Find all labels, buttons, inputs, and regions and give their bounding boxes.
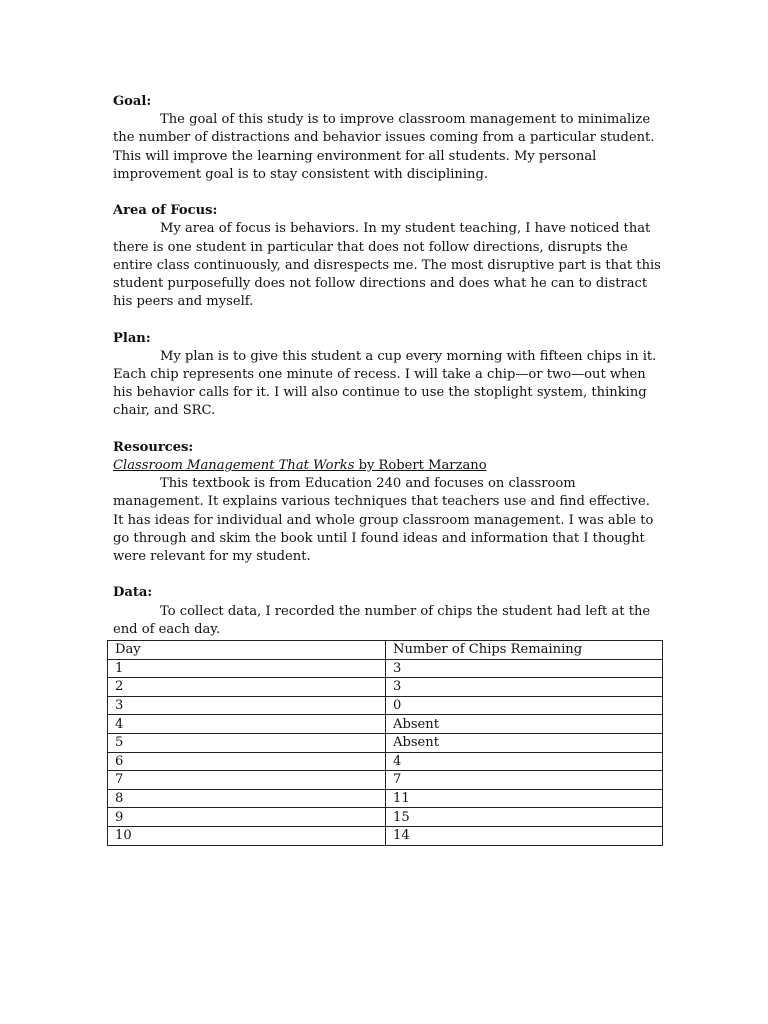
table-cell-chips: 3 xyxy=(386,678,663,697)
table-cell-chips: 7 xyxy=(386,771,663,790)
table-cell-day: 5 xyxy=(108,733,386,752)
table-row xyxy=(108,659,663,678)
table-cell-chips: Absent xyxy=(386,715,663,734)
table-cell-chips: 11 xyxy=(386,789,663,808)
goal-paragraph: The goal of this study is to improve classroom management to minimalize the number of distractions and behavior issues coming from a particular student. This will improve the learning environment for all students. My personal improvement goal is to stay consistent with disciplining. xyxy=(113,112,655,182)
book-author: by Robert Marzano xyxy=(354,458,487,474)
focus-section xyxy=(113,202,663,311)
table-row xyxy=(108,678,663,697)
table-header-row xyxy=(108,641,663,660)
table-cell-chips: 3 xyxy=(386,659,663,678)
table-cell-day: 6 xyxy=(108,752,386,771)
table-cell-chips: 14 xyxy=(386,826,663,845)
table-header-chips: Number of Chips Remaining xyxy=(386,641,663,660)
table-cell-chips: 15 xyxy=(386,808,663,827)
data-heading: Data: xyxy=(113,585,153,601)
chips-table xyxy=(107,640,663,846)
table-cell-day: 7 xyxy=(108,771,386,790)
table-cell-day: 4 xyxy=(108,715,386,734)
document-page xyxy=(113,93,663,639)
table-row xyxy=(108,808,663,827)
table-row xyxy=(108,733,663,752)
book-citation xyxy=(113,457,663,475)
table-row xyxy=(108,715,663,734)
table-header-day: Day xyxy=(108,641,386,660)
table-cell-chips: Absent xyxy=(386,733,663,752)
table-cell-day: 1 xyxy=(108,659,386,678)
data-section xyxy=(113,584,663,639)
table-cell-day: 3 xyxy=(108,696,386,715)
plan-heading: Plan: xyxy=(113,330,151,346)
book-title: Classroom Management That Works xyxy=(113,458,355,474)
goal-heading: Goal: xyxy=(113,94,152,109)
goal-section xyxy=(113,93,663,184)
plan-paragraph: My plan is to give this student a cup every morning with fifteen chips in it. Each chip represents one minute of recess. I will take a chip—or two—out when his behavior calls for it. I will also continue to use the stoplight system, thinking chair, and SRC. xyxy=(113,348,657,419)
focus-heading: Area of Focus: xyxy=(113,203,218,219)
table-row xyxy=(108,789,663,808)
resources-section xyxy=(113,439,663,566)
data-paragraph: To collect data, I recorded the number of chips the student had left at the end of each day. xyxy=(113,603,651,637)
resources-heading: Resources: xyxy=(113,439,194,455)
table-cell-chips: 4 xyxy=(386,752,663,771)
table-row xyxy=(108,696,663,715)
table-cell-chips: 0 xyxy=(386,696,663,715)
plan-section xyxy=(113,330,663,421)
resources-paragraph: This textbook is from Education 240 and focuses on classroom management. It explains various techniques that teachers use and find effective. It has ideas for individual and whole group classroom management. I was able to go through and skim the book until I found ideas and information that I thought were relevant for my student. xyxy=(113,476,654,565)
table-row xyxy=(108,752,663,771)
table-cell-day: 2 xyxy=(108,678,386,697)
focus-paragraph: My area of focus is behaviors. In my student teaching, I have noticed that there is one student in particular that does not follow directions, disrupts the entire class continuously, and disrespects me. The most disruptive part is that this student purposefully does not follow directions and does what he can to distract his peers and myself. xyxy=(113,221,661,310)
table-row xyxy=(108,771,663,790)
table-cell-day: 9 xyxy=(108,808,386,827)
table-cell-day: 8 xyxy=(108,789,386,808)
table-row xyxy=(108,826,663,845)
table-cell-day: 10 xyxy=(108,826,386,845)
